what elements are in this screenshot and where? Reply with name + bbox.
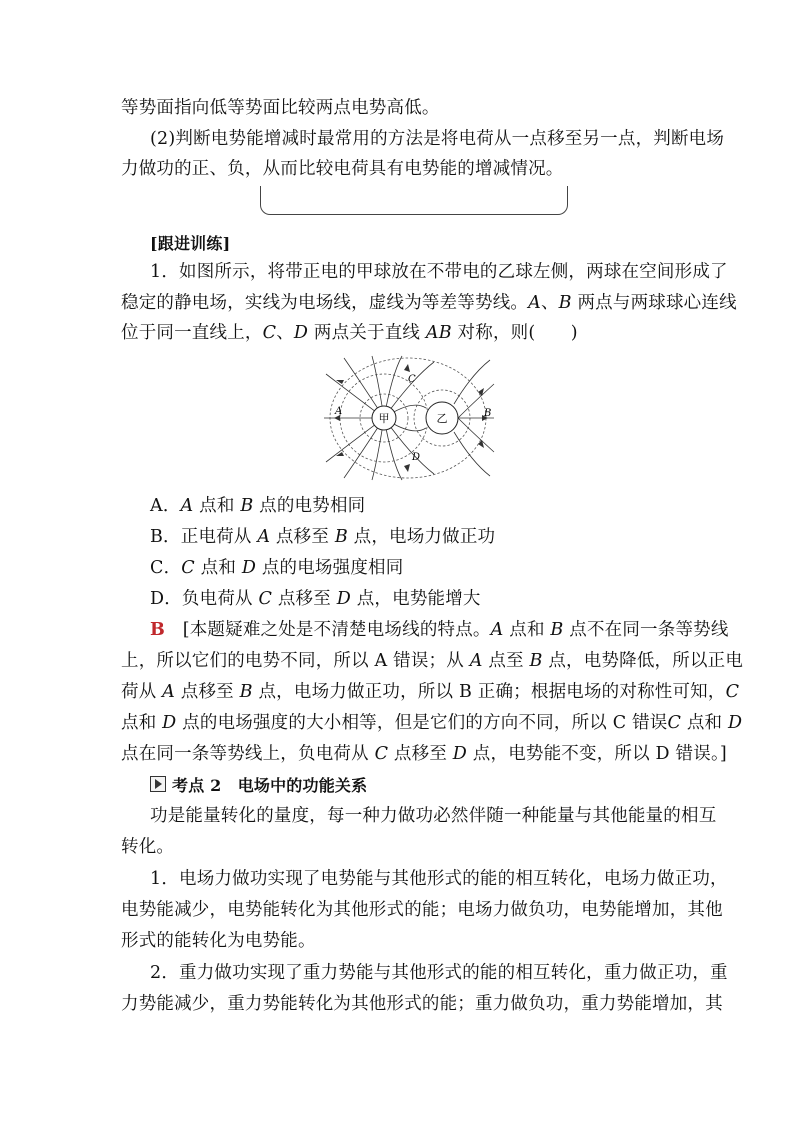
electric-field-figure <box>322 354 496 482</box>
point-a-label: A <box>335 406 343 417</box>
training-label: [跟进训练] <box>150 234 231 253</box>
option-a: A．A 点和 B 点的电势相同 <box>150 496 366 516</box>
option-d: D．负电荷从 C 点移至 D 点，电势能增大 <box>150 589 481 609</box>
bracket-divider <box>260 186 568 215</box>
question-text: 位于同一直线上，C、D 两点关于直线 AB 对称，则( ) <box>121 323 578 343</box>
paragraph-line: 1．电场力做功实现了电势能与其他形式的能的相互转化，电场力做正功， <box>150 869 728 889</box>
paragraph-line: 电势能减少，电势能转化为其他形式的能；电场力做负功，电势能增加，其他 <box>121 900 723 920</box>
paragraph-line: 2．重力做功实现了重力势能与其他形式的能的相互转化，重力做正功，重 <box>150 963 728 983</box>
point-c-label: C <box>408 374 416 385</box>
paragraph-line: 力势能减少，重力势能转化为其他形式的能；重力做负功，重力势能增加，其 <box>121 994 723 1014</box>
paragraph-line: 形式的能转化为电势能。 <box>121 931 316 951</box>
answer-letter: B <box>150 620 165 640</box>
answer-line: 荷从 A 点移至 B 点，电场力做正功，所以 B 正确；根据电场的对称性可知，C <box>121 682 740 702</box>
text-line: 等势面指向低等势面比较两点电势高低。 <box>121 98 440 118</box>
text-line: (2)判断电势能增减时最常用的方法是将电荷从一点移至另一点，判断电场 <box>150 129 725 149</box>
play-triangle-icon <box>150 776 166 792</box>
ball-left-label: 甲 <box>378 412 390 425</box>
option-c: C．C 点和 D 点的电场强度相同 <box>150 558 404 578</box>
question-text: 1．如图所示，将带正电的甲球放在不带电的乙球左侧，两球在空间形成了 <box>150 262 728 282</box>
ball-right-label: 乙 <box>436 412 448 425</box>
answer-line: 点和 D 点的电场强度的大小相等，但是它们的方向不同，所以 C 错误C 点和 D <box>121 713 743 733</box>
answer-line: B [本题疑难之处是不清楚电场线的特点。A 点和 B 点不在同一条等势线 <box>150 620 729 640</box>
point-b-label: B <box>484 408 492 419</box>
text-line: 力做功的正、负，从而比较电荷具有电势能的增减情况。 <box>121 159 564 179</box>
paragraph-line: 功是能量转化的量度，每一种力做功必然伴随一种能量与其他能量的相互 <box>150 806 717 826</box>
option-b: B．正电荷从 A 点移至 B 点，电场力做正功 <box>150 527 496 547</box>
question-text: 稳定的静电场，实线为电场线，虚线为等差等势线。A、B 两点与两球球心连线 <box>121 293 737 313</box>
paragraph-line: 转化。 <box>121 837 175 857</box>
section-heading: 考点 2 电场中的功能关系 <box>150 775 681 797</box>
point-d-label: D <box>412 452 421 463</box>
answer-line: 上，所以它们的电势不同，所以 A 错误；从 A 点至 B 点，电势降低，所以正电 <box>121 651 744 671</box>
field-lines-diagram <box>322 354 496 482</box>
answer-line: 点在同一条等势线上，负电荷从 C 点移至 D 点，电势能不变，所以 D 错误。] <box>121 744 727 764</box>
